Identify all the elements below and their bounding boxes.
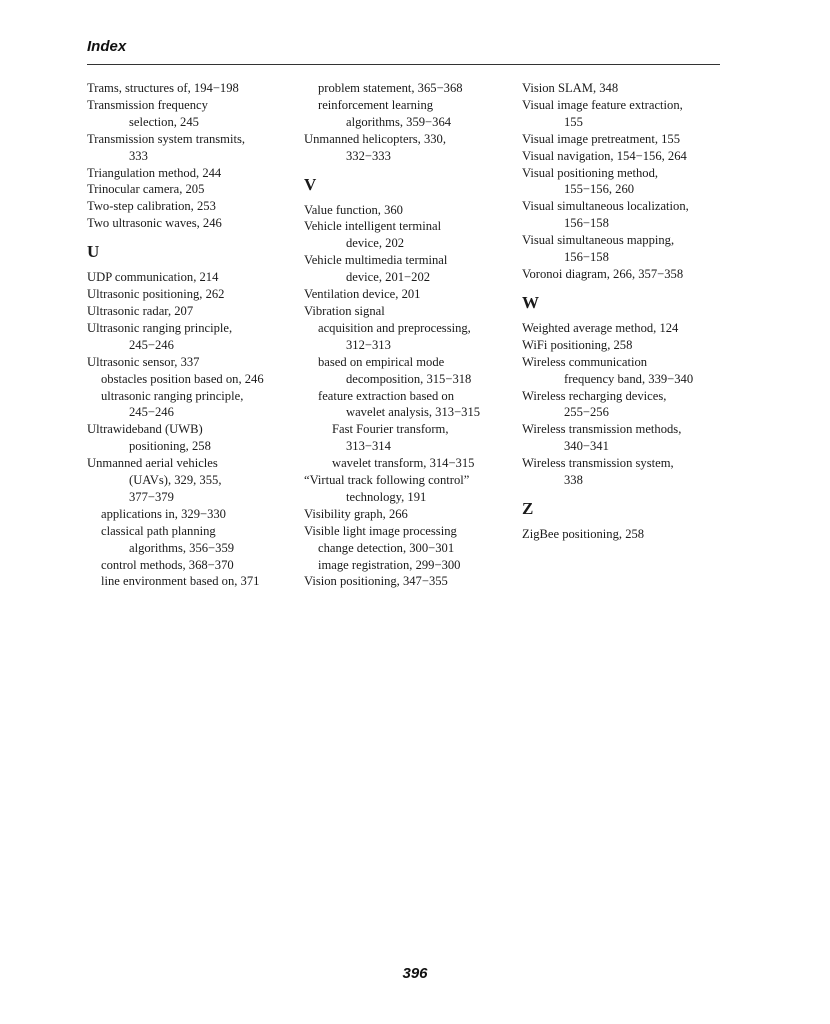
index-entry: 313−314 xyxy=(346,439,391,454)
index-entry: Vision positioning, 347−355 xyxy=(304,574,448,589)
index-entry: control methods, 368−370 xyxy=(101,557,234,572)
index-entry: Wireless transmission system, xyxy=(522,456,674,471)
index-entry: Trinocular camera, 205 xyxy=(87,182,205,197)
index-entry: technology, 191 xyxy=(346,489,427,504)
index-entry: ultrasonic ranging principle, xyxy=(101,388,244,403)
index-entry: 156−158 xyxy=(564,250,609,265)
header-rule xyxy=(87,64,720,65)
index-entry: device, 201−202 xyxy=(346,270,431,285)
index-entry: Ultrasonic sensor, 337 xyxy=(87,354,200,369)
section-heading: Z xyxy=(522,498,534,518)
index-entry: Ventilation device, 201 xyxy=(304,287,421,302)
index-entry: wavelet analysis, 313−315 xyxy=(346,405,481,420)
index-entry: classical path planning xyxy=(101,523,216,538)
index-entry: Wireless transmission methods, xyxy=(522,422,682,437)
index-entry: 312−313 xyxy=(346,337,391,352)
index-entry: decomposition, 315−318 xyxy=(346,371,472,386)
index-entry: Visual navigation, 154−156, 264 xyxy=(522,148,687,163)
index-entry: Visual simultaneous localization, xyxy=(522,199,689,214)
index-column-2 xyxy=(304,80,514,590)
index-entry: Ultrasonic ranging principle, xyxy=(87,320,233,335)
index-entry: Transmission system transmits, xyxy=(87,131,246,146)
index-entry: (UAVs), 329, 355, xyxy=(129,473,222,488)
index-entry: Visible light image processing xyxy=(304,523,457,538)
index-entry: Unmanned helicopters, 330, xyxy=(304,131,446,146)
index-entry: Visual image feature extraction, xyxy=(522,97,683,112)
index-entry: device, 202 xyxy=(346,236,405,251)
index-entry: 245−246 xyxy=(129,337,174,352)
index-entry: positioning, 258 xyxy=(129,439,211,454)
index-entry: 255−256 xyxy=(564,405,609,420)
index-entry: WiFi positioning, 258 xyxy=(522,337,633,352)
index-entry: ZigBee positioning, 258 xyxy=(522,526,645,541)
index-entry: Vehicle intelligent terminal xyxy=(304,219,442,234)
index-entry: problem statement, 365−368 xyxy=(318,81,463,95)
index-entry: Ultrasonic radar, 207 xyxy=(87,303,194,318)
index-entry: UDP communication, 214 xyxy=(87,270,219,285)
index-entry: 332−333 xyxy=(346,148,391,163)
index-entry: Visual image pretreatment, 155 xyxy=(522,131,681,146)
index-entry: 156−158 xyxy=(564,216,609,231)
index-entry: 340−341 xyxy=(564,439,609,454)
index-entry: frequency band, 339−340 xyxy=(564,371,694,386)
index-entry: image registration, 299−300 xyxy=(318,557,461,572)
index-entry: Visual simultaneous mapping, xyxy=(522,233,675,248)
index-entry: acquisition and preprocessing, xyxy=(318,320,471,335)
index-entry: feature extraction based on xyxy=(318,388,455,403)
index-entry: Two-step calibration, 253 xyxy=(87,199,216,214)
index-entry: based on empirical mode xyxy=(318,354,445,369)
index-entry: 155 xyxy=(564,114,583,129)
index-entry: Ultrasonic positioning, 262 xyxy=(87,287,225,302)
index-entry: Vibration signal xyxy=(304,303,385,318)
index-entry: wavelet transform, 314−315 xyxy=(332,456,475,471)
index-entry: 155−156, 260 xyxy=(564,182,635,197)
index-entry: Value function, 360 xyxy=(304,202,403,217)
index-entry: Wireless recharging devices, xyxy=(522,388,667,403)
index-entry: Triangulation method, 244 xyxy=(87,165,222,180)
index-entry: Ultrawideband (UWB) xyxy=(87,422,203,437)
index-entry: Visibility graph, 266 xyxy=(304,506,408,521)
section-heading: U xyxy=(87,242,100,262)
page-number: 396 xyxy=(402,965,428,982)
index-entry: line environment based on, 371 xyxy=(101,574,260,589)
index-entry: Fast Fourier transform, xyxy=(332,422,449,437)
index-entry: selection, 245 xyxy=(129,114,199,129)
index-entry: Wireless communication xyxy=(522,354,648,369)
index-entry: Voronoi diagram, 266, 357−358 xyxy=(522,266,684,281)
section-heading: W xyxy=(522,292,539,312)
index-entry: Visual positioning method, xyxy=(522,165,659,180)
index-entry: “Virtual track following control” xyxy=(304,473,470,488)
index-entry: obstacles position based on, 246 xyxy=(101,371,264,386)
index-entry: reinforcement learning xyxy=(318,97,434,112)
index-column-1 xyxy=(87,80,297,590)
index-entry: 333 xyxy=(129,148,148,163)
index-column-3 xyxy=(522,80,722,543)
index-entry: Weighted average method, 124 xyxy=(522,320,679,335)
index-entry: Transmission frequency xyxy=(87,97,208,112)
index-entry: Unmanned aerial vehicles xyxy=(87,456,218,471)
index-entry: applications in, 329−330 xyxy=(101,506,226,521)
index-entry: 245−246 xyxy=(129,405,174,420)
index-entry: Two ultrasonic waves, 246 xyxy=(87,216,222,231)
index-entry: 377−379 xyxy=(129,489,174,504)
index-entry: 338 xyxy=(564,473,583,488)
index-entry: change detection, 300−301 xyxy=(318,540,455,555)
index-entry: Vision SLAM, 348 xyxy=(522,81,619,95)
running-header-title: Index xyxy=(87,38,127,55)
index-entry: algorithms, 356−359 xyxy=(129,540,235,555)
section-heading: V xyxy=(304,174,317,194)
index-entry: algorithms, 359−364 xyxy=(346,114,452,129)
index-entry: Trams, structures of, 194−198 xyxy=(87,81,239,95)
index-entry: Vehicle multimedia terminal xyxy=(304,253,448,268)
